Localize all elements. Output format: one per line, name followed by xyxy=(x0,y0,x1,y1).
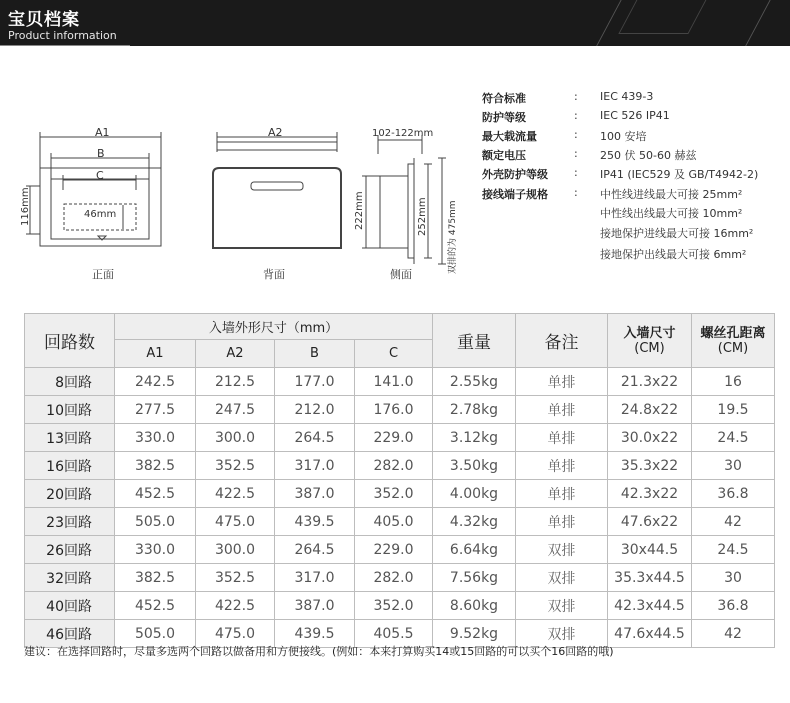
spec-value: 250 伏 50-60 赫兹 xyxy=(600,149,697,162)
cell-b: 387.0 xyxy=(275,592,355,620)
cell-c: 405.0 xyxy=(355,508,433,536)
table-row xyxy=(25,536,775,564)
cell-b: 264.5 xyxy=(275,536,355,564)
cell-circuit: 8回路 xyxy=(25,368,115,396)
cell-hole: 19.5 xyxy=(692,396,775,424)
side-view-diagram xyxy=(352,124,472,284)
cell-weight: 4.00kg xyxy=(433,480,516,508)
cell-a2: 475.0 xyxy=(196,620,275,648)
cell-a2: 422.5 xyxy=(196,480,275,508)
cell-b: 439.5 xyxy=(275,620,355,648)
cell-weight: 7.56kg xyxy=(433,564,516,592)
cell-a1: 242.5 xyxy=(115,368,196,396)
cell-hole: 36.8 xyxy=(692,592,775,620)
header-hole-label: 螺丝孔距离 xyxy=(700,325,766,341)
cell-hole: 36.8 xyxy=(692,480,775,508)
cell-circuit: 26回路 xyxy=(25,536,115,564)
cell-size: 35.3x22 xyxy=(608,452,692,480)
spec-key: 符合标准 xyxy=(482,92,526,105)
cell-c: 282.0 xyxy=(355,452,433,480)
side-dim-475: 双排的为 475mm xyxy=(448,200,458,274)
cell-size: 47.6x44.5 xyxy=(608,620,692,648)
header-size-label: 入墙尺寸 xyxy=(623,325,676,341)
cell-hole: 24.5 xyxy=(692,424,775,452)
table-header-row xyxy=(25,314,775,340)
spec-value: IEC 526 IP41 xyxy=(600,109,670,122)
cell-a2: 300.0 xyxy=(196,424,275,452)
cell-weight: 4.32kg xyxy=(433,508,516,536)
cell-size: 21.3x22 xyxy=(608,368,692,396)
cell-weight: 2.55kg xyxy=(433,368,516,396)
cell-a2: 352.5 xyxy=(196,452,275,480)
cell-c: 229.0 xyxy=(355,536,433,564)
cell-note: 双排 xyxy=(516,620,608,648)
cell-circuit: 20回路 xyxy=(25,480,115,508)
side-view-caption: 侧面 xyxy=(390,268,412,281)
header-banner xyxy=(0,0,790,46)
cell-weight: 2.78kg xyxy=(433,396,516,424)
cell-hole: 16 xyxy=(692,368,775,396)
cell-circuit: 46回路 xyxy=(25,620,115,648)
cell-a2: 300.0 xyxy=(196,536,275,564)
cell-b: 212.0 xyxy=(275,396,355,424)
cell-b: 317.0 xyxy=(275,564,355,592)
spec-colon: : xyxy=(574,147,578,160)
spec-key: 接线端子规格 xyxy=(482,188,548,201)
cell-a1: 277.5 xyxy=(115,396,196,424)
table-row xyxy=(25,396,775,424)
front-dim-a1: A1 xyxy=(95,126,110,139)
footnote: 建议：在选择回路时，尽量多选两个回路以做备用和方便接线。(例如：本来打算购买14或15回路的可以买个16回路的哦) xyxy=(24,645,614,658)
cell-note: 双排 xyxy=(516,592,608,620)
header-b: B xyxy=(275,340,355,368)
cell-note: 双排 xyxy=(516,536,608,564)
cell-c: 229.0 xyxy=(355,424,433,452)
cell-b: 317.0 xyxy=(275,452,355,480)
cell-a2: 352.5 xyxy=(196,564,275,592)
front-dim-b: B xyxy=(97,147,105,160)
cell-c: 282.0 xyxy=(355,564,433,592)
cell-weight: 3.50kg xyxy=(433,452,516,480)
spec-value: 接地保护进线最大可接 16mm² xyxy=(600,227,754,240)
header-hole-unit: (CM) xyxy=(717,340,749,356)
cell-a1: 452.5 xyxy=(115,480,196,508)
header-a2: A2 xyxy=(196,340,275,368)
cell-c: 141.0 xyxy=(355,368,433,396)
cell-weight: 3.12kg xyxy=(433,424,516,452)
cell-a2: 247.5 xyxy=(196,396,275,424)
cell-hole: 42 xyxy=(692,508,775,536)
front-dim-c: C xyxy=(96,169,104,182)
front-dim-height: 116mm xyxy=(20,187,31,226)
table-row xyxy=(25,564,775,592)
header-note: 备注 xyxy=(516,314,608,368)
cell-hole: 30 xyxy=(692,452,775,480)
cell-circuit: 23回路 xyxy=(25,508,115,536)
back-view-diagram xyxy=(205,124,350,284)
cell-circuit: 10回路 xyxy=(25,396,115,424)
cell-circuit: 40回路 xyxy=(25,592,115,620)
cell-hole: 30 xyxy=(692,564,775,592)
header-dimensions: 入墙外形尺寸（mm） xyxy=(115,314,433,340)
cell-b: 264.5 xyxy=(275,424,355,452)
cell-b: 177.0 xyxy=(275,368,355,396)
cell-a1: 382.5 xyxy=(115,564,196,592)
cell-circuit: 32回路 xyxy=(25,564,115,592)
spec-colon: : xyxy=(574,128,578,141)
cell-size: 47.6x22 xyxy=(608,508,692,536)
banner-subtitle: Product information xyxy=(8,29,117,42)
front-view-diagram xyxy=(16,124,181,284)
cell-size: 42.3x22 xyxy=(608,480,692,508)
spec-key: 额定电压 xyxy=(482,149,526,162)
cell-size: 30.0x22 xyxy=(608,424,692,452)
side-dim-252: 252mm xyxy=(417,197,428,236)
cell-size: 24.8x22 xyxy=(608,396,692,424)
cell-a1: 330.0 xyxy=(115,536,196,564)
cell-a1: 505.0 xyxy=(115,508,196,536)
spec-value: 中性线进线最大可接 25mm² xyxy=(600,188,743,201)
cell-c: 176.0 xyxy=(355,396,433,424)
cell-note: 单排 xyxy=(516,480,608,508)
cell-weight: 9.52kg xyxy=(433,620,516,648)
spec-value: IEC 439-3 xyxy=(600,90,654,103)
banner-underline xyxy=(0,45,130,46)
cell-circuit: 13回路 xyxy=(25,424,115,452)
spec-colon: : xyxy=(574,109,578,122)
cell-hole: 42 xyxy=(692,620,775,648)
cell-a2: 475.0 xyxy=(196,508,275,536)
spec-colon: : xyxy=(574,186,578,199)
cell-a1: 382.5 xyxy=(115,452,196,480)
spec-key: 最大载流量 xyxy=(482,130,537,143)
header-c: C xyxy=(355,340,433,368)
cell-note: 单排 xyxy=(516,368,608,396)
cell-weight: 6.64kg xyxy=(433,536,516,564)
table-row xyxy=(25,508,775,536)
header-size-unit: (CM) xyxy=(634,340,665,356)
spec-value: 中性线出线最大可接 10mm² xyxy=(600,207,743,220)
table-body xyxy=(25,368,775,648)
cell-note: 单排 xyxy=(516,424,608,452)
spec-key: 外壳防护等级 xyxy=(482,168,548,181)
header-a1: A1 xyxy=(115,340,196,368)
cell-size: 30x44.5 xyxy=(608,536,692,564)
spec-colon: : xyxy=(574,166,578,179)
side-dim-depth: 102-122mm xyxy=(372,128,434,139)
cell-weight: 8.60kg xyxy=(433,592,516,620)
spec-value: 100 安培 xyxy=(600,130,647,143)
cell-size: 35.3x44.5 xyxy=(608,564,692,592)
table-row xyxy=(25,480,775,508)
spec-table xyxy=(24,313,775,648)
spec-key: 防护等级 xyxy=(482,111,526,124)
spec-value: IP41 (IEC529 及 GB/T4942-2) xyxy=(600,168,759,181)
back-view-drawing xyxy=(205,124,350,284)
header-weight: 重量 xyxy=(433,314,516,368)
cell-hole: 24.5 xyxy=(692,536,775,564)
back-dim-a2: A2 xyxy=(268,126,283,139)
table-row xyxy=(25,452,775,480)
side-dim-222: 222mm xyxy=(354,191,365,230)
banner-title: 宝贝档案 xyxy=(8,10,80,30)
cell-a2: 422.5 xyxy=(196,592,275,620)
table-row xyxy=(25,592,775,620)
back-view-caption: 背面 xyxy=(263,268,285,281)
header-hole xyxy=(692,314,775,368)
cell-a1: 452.5 xyxy=(115,592,196,620)
spec-value: 接地保护出线最大可接 6mm² xyxy=(600,248,747,261)
cell-note: 单排 xyxy=(516,508,608,536)
cell-a1: 330.0 xyxy=(115,424,196,452)
cell-size: 42.3x44.5 xyxy=(608,592,692,620)
front-dim-inner: 46mm xyxy=(84,209,117,220)
header-size xyxy=(608,314,692,368)
cell-b: 439.5 xyxy=(275,508,355,536)
cell-a1: 505.0 xyxy=(115,620,196,648)
cell-a2: 212.5 xyxy=(196,368,275,396)
cell-b: 387.0 xyxy=(275,480,355,508)
header-circuit: 回路数 xyxy=(25,314,115,368)
cell-circuit: 16回路 xyxy=(25,452,115,480)
cell-note: 单排 xyxy=(516,396,608,424)
cell-c: 405.5 xyxy=(355,620,433,648)
cell-c: 352.0 xyxy=(355,592,433,620)
front-view-caption: 正面 xyxy=(92,268,114,281)
cell-note: 单排 xyxy=(516,452,608,480)
table-row xyxy=(25,368,775,396)
cell-c: 352.0 xyxy=(355,480,433,508)
table-row xyxy=(25,424,775,452)
cell-note: 双排 xyxy=(516,564,608,592)
spec-colon: : xyxy=(574,90,578,103)
